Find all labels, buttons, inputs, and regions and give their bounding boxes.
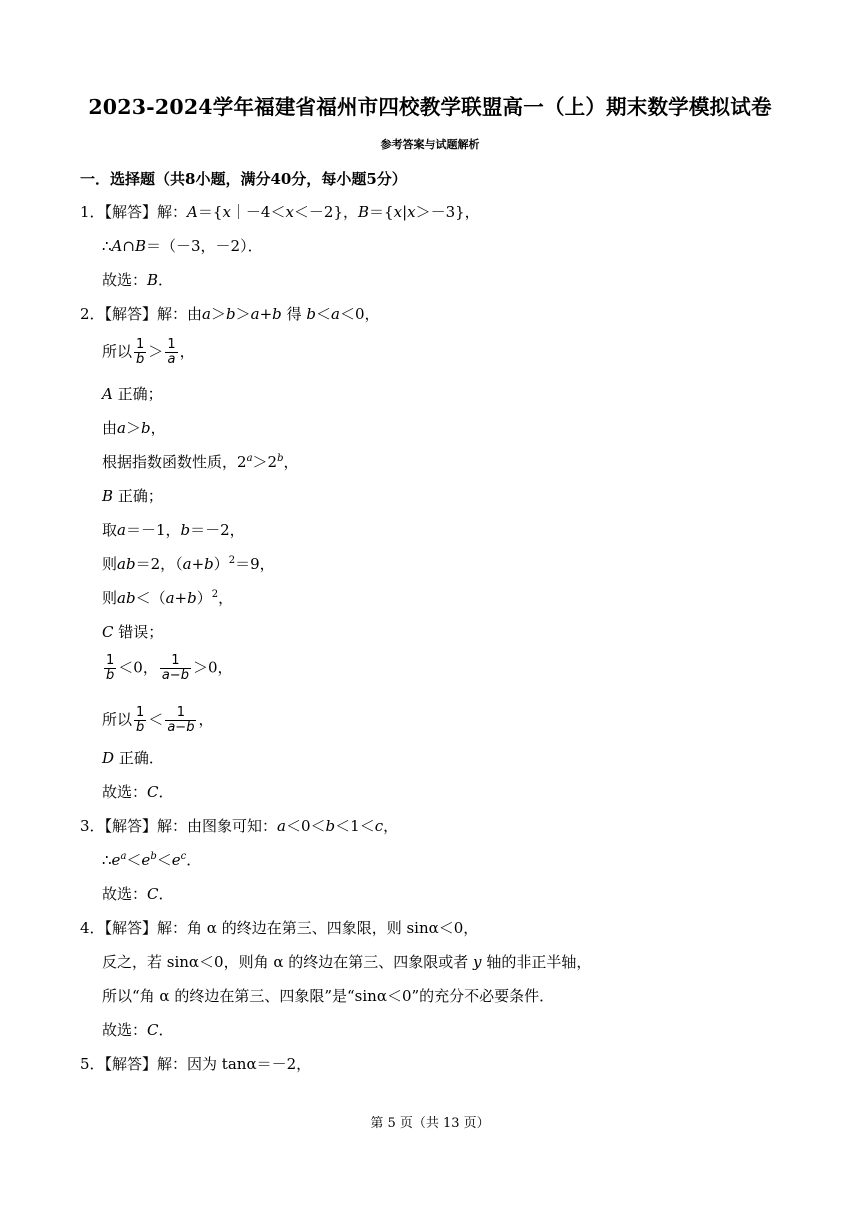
section-heading: 一．选择题（共8小题，满分40分，每小题5分） xyxy=(80,170,407,188)
fraction-1-over-b: $\frac{1}{b}$ xyxy=(136,337,145,367)
page-footer: 第 5 页（共 13 页） xyxy=(370,1116,490,1131)
q3-answer: 故选：C． xyxy=(102,885,174,903)
q4-line-1: 4．【解答】解：角 α 的终边在第三、四象限，则 sinα＜0， xyxy=(80,919,479,937)
q1-answer: 故选：B． xyxy=(102,271,174,289)
q3-line-2: $\therefore e^a<e^b<e^c$． xyxy=(102,851,202,869)
q5-line-1: 5．【解答】解：因为 tanα＝－2， xyxy=(80,1055,312,1073)
q2-line-8: 则ab＝2，$(a+b)^2=9$， xyxy=(102,555,275,573)
q2-line-10: C 错误； xyxy=(102,623,164,641)
q3-line-1: 3．【解答】解：由图象可知：a＜0＜b＜1＜c， xyxy=(80,817,399,835)
q2-line-5: 根据指数函数性质，$2^a>2^b$， xyxy=(102,453,299,471)
q4-line-2: 反之，若 sinα＜0，则角 α 的终边在第三、四象限或者 y 轴的非正半轴， xyxy=(102,953,592,971)
q2-line-12: 所以 $\frac{1}{b}$ ＜ $\frac{1}{a-b}$ ， xyxy=(102,705,214,735)
q2-line-3: A 正确； xyxy=(102,385,163,403)
document-subtitle: 参考答案与试题解析 xyxy=(380,138,480,151)
fraction-1-over-a-minus-b: $\frac{1}{a-b}$ xyxy=(161,653,189,683)
fraction-1-over-b: $\frac{1}{b}$ xyxy=(106,653,115,683)
q2-line-11: $\frac{1}{b}$ ＜0， $\frac{1}{a-b}$ ＞0， xyxy=(106,653,233,683)
q1-line-1: 1．【解答】解：A＝{x｜－4＜x＜－2}，B＝{x|x＞－3}， xyxy=(80,203,480,221)
q1-line-2: ∴A∩B＝（－3，－2）． xyxy=(102,237,263,255)
q2-line-13: D 正确． xyxy=(102,749,164,767)
q4-line-3: 所以“角 α 的终边在第三、四象限”是“sinα＜0”的充分不必要条件． xyxy=(102,987,555,1005)
q2-line-6: B 正确； xyxy=(102,487,163,505)
q2-line-9: 则$ab<(a+b)^2$， xyxy=(102,589,234,607)
document-title: 2023-2024学年福建省福州市四校教学联盟高一（上）期末数学模拟试卷 xyxy=(88,95,772,119)
q4-answer: 故选：C． xyxy=(102,1021,174,1039)
q2-line-7: 取a＝－1，b＝－2， xyxy=(102,521,245,539)
q2-answer: 故选：C． xyxy=(102,783,174,801)
q2-line-2: 所以 $\frac{1}{b}$ ＞ $\frac{1}{a}$ ， xyxy=(102,337,195,367)
q2-line-4: 由a＞b， xyxy=(102,419,166,437)
fraction-1-over-b: $\frac{1}{b}$ xyxy=(136,705,145,735)
fraction-1-over-a-minus-b: $\frac{1}{a-b}$ xyxy=(167,705,195,735)
q2-line-1: 2．【解答】解：由a＞b＞a+b 得 b＜a＜0， xyxy=(80,305,380,323)
fraction-1-over-a: $\frac{1}{a}$ xyxy=(167,337,176,367)
